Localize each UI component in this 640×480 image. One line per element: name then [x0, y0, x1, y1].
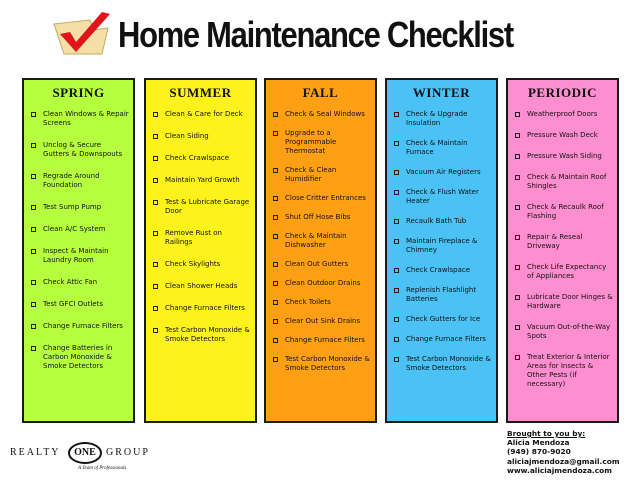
checkbox-square-icon — [515, 355, 520, 360]
checkbox-square-icon — [153, 134, 158, 139]
checklist-item — [391, 110, 492, 128]
checklist-item — [28, 225, 129, 234]
checkbox-square-icon — [31, 302, 36, 307]
checkmark-logo-icon — [50, 10, 112, 56]
checkbox-square-icon — [31, 143, 36, 148]
checkbox-square-icon — [31, 324, 36, 329]
checkbox-square-icon — [31, 227, 36, 232]
checklist-item — [512, 203, 613, 221]
checkbox-square-icon — [394, 219, 399, 224]
checklist-item-label: Check & Clean Humidifier — [285, 166, 337, 183]
checklist-item — [270, 279, 371, 288]
checklist-item-label: Check & Upgrade Insulation — [406, 110, 468, 127]
checklist-item — [512, 233, 613, 251]
logo-tagline: A Team of Professionals — [78, 466, 127, 471]
checkbox-square-icon — [31, 346, 36, 351]
checklist-item-label: Close Critter Entrances — [285, 194, 366, 202]
checkbox-square-icon — [273, 112, 278, 117]
checklist-item — [391, 286, 492, 304]
checkbox-square-icon — [515, 325, 520, 330]
checkbox-square-icon — [394, 268, 399, 273]
checkbox-square-icon — [515, 265, 520, 270]
checkbox-square-icon — [273, 338, 278, 343]
checkbox-square-icon — [273, 262, 278, 267]
checklist-item — [150, 176, 251, 185]
checkbox-square-icon — [153, 178, 158, 183]
checkbox-square-icon — [273, 300, 278, 305]
checkbox-square-icon — [394, 112, 399, 117]
checkbox-square-icon — [515, 205, 520, 210]
checklist-item — [150, 132, 251, 141]
checklist-item-label: Check & Maintain Dishwasher — [285, 232, 347, 249]
checklist-item — [391, 217, 492, 226]
checklist-item — [270, 110, 371, 119]
realty-one-group-logo — [10, 442, 190, 478]
checklist-item — [150, 229, 251, 247]
checklist-item-label: Weatherproof Doors — [527, 110, 598, 118]
checklist-item — [391, 335, 492, 344]
checklist-item — [391, 355, 492, 373]
checkbox-square-icon — [394, 141, 399, 146]
column-spring — [22, 78, 135, 423]
checklist-item-label: Inspect & Maintain Laundry Room — [43, 247, 109, 264]
checklist-item — [391, 237, 492, 255]
checkbox-square-icon — [153, 200, 158, 205]
column-heading-winter: WINTER — [412, 85, 471, 100]
checkbox-square-icon — [273, 234, 278, 239]
checkbox-square-icon — [273, 131, 278, 136]
checklist-item — [512, 131, 613, 140]
checkbox-square-icon — [394, 239, 399, 244]
checklist-item — [270, 194, 371, 203]
checklist-item — [28, 141, 129, 159]
checklist-item — [28, 300, 129, 309]
checkbox-square-icon — [515, 235, 520, 240]
checklist-item-label: Remove Rust on Railings — [165, 229, 222, 246]
checklist-item-label: Check & Maintain Roof Shingles — [527, 173, 607, 190]
checklist-item — [150, 260, 251, 269]
checklist-winter — [391, 110, 492, 373]
checkbox-square-icon — [31, 205, 36, 210]
logo-realty-text: REALTY — [10, 447, 61, 458]
brought-to-you-label: Brought to you by: — [507, 429, 586, 438]
agent-phone: (949) 870-9020 — [507, 447, 571, 457]
contact-block — [507, 429, 637, 475]
checklist-item-label: Test Carbon Monoxide & Smoke Detectors — [406, 355, 491, 372]
checklist-item — [270, 260, 371, 269]
checkbox-square-icon — [515, 154, 520, 159]
checkbox-square-icon — [394, 357, 399, 362]
checklist-summer — [150, 110, 251, 344]
checklist-item — [270, 298, 371, 307]
checkbox-square-icon — [515, 175, 520, 180]
checklist-item-label: Change Furnace Filters — [285, 336, 365, 344]
column-winter — [385, 78, 498, 423]
checklist-item-label: Change Furnace Filters — [165, 304, 245, 312]
checkbox-square-icon — [153, 284, 158, 289]
checkbox-square-icon — [394, 170, 399, 175]
checkbox-square-icon — [394, 337, 399, 342]
checklist-item-label: Shut Off Hose Bibs — [285, 213, 351, 221]
checklist-item-label: Repair & Reseal Driveway — [527, 233, 583, 250]
checklist-item — [391, 315, 492, 324]
checklist-spring — [28, 110, 129, 371]
checklist-item — [150, 326, 251, 344]
checklist-item — [270, 166, 371, 184]
checklist-item — [391, 266, 492, 275]
agent-email: aliciajmendoza@gmail.com — [507, 456, 620, 466]
checklist-item — [28, 322, 129, 331]
checkbox-square-icon — [273, 357, 278, 362]
checklist-item — [512, 110, 613, 119]
checklist-item — [28, 247, 129, 265]
checklist-item — [512, 152, 613, 161]
checklist-item-label: Upgrade to a Programmable Thermostat — [285, 129, 337, 155]
page-title: Home Maintenance Checklist — [118, 14, 513, 55]
checklist-item — [270, 232, 371, 250]
checklist-item-label: Maintain Yard Growth — [165, 176, 240, 184]
checkbox-square-icon — [31, 249, 36, 254]
checklist-item — [391, 139, 492, 157]
checklist-item — [150, 110, 251, 119]
checklist-item — [28, 203, 129, 212]
checklist-item-label: Regrade Around Foundation — [43, 172, 100, 189]
checklist-periodic — [512, 110, 613, 389]
checklist-item-label: Check Attic Fan — [43, 278, 98, 286]
checklist-item-label: Check & Maintain Furnace — [406, 139, 468, 156]
checklist-item-label: Clear Out Sink Drains — [285, 317, 361, 325]
checklist-item-label: Test Carbon Monoxide & Smoke Detectors — [165, 326, 250, 343]
column-periodic — [506, 78, 619, 423]
checklist-item-label: Pressure Wash Siding — [527, 152, 602, 160]
checkbox-square-icon — [153, 328, 158, 333]
checkbox-square-icon — [273, 168, 278, 173]
checkbox-square-icon — [273, 215, 278, 220]
checkbox-square-icon — [273, 281, 278, 286]
checklist-item-label: Unclog & Secure Gutters & Downspouts — [43, 141, 123, 158]
checklist-item-label: Test Carbon Monoxide & Smoke Detectors — [285, 355, 370, 372]
checklist-item-label: Clean & Care for Deck — [165, 110, 243, 118]
checkbox-square-icon — [394, 317, 399, 322]
checklist-item-label: Test Sump Pump — [43, 203, 102, 211]
checklist-item — [391, 188, 492, 206]
checklist-item-label: Change Batteries in Carbon Monoxide & Smoke Detectors — [43, 344, 113, 370]
checklist-item — [28, 172, 129, 190]
checkbox-square-icon — [153, 231, 158, 236]
checklist-item-label: Treat Exterior & Interior Areas for Insects & Other Pests (if necessary) — [527, 353, 610, 388]
checkbox-square-icon — [31, 280, 36, 285]
checklist-item-label: Change Furnace Filters — [406, 335, 486, 343]
checklist-item-label: Clean Shower Heads — [165, 282, 238, 290]
checklist-item — [512, 323, 613, 341]
checkbox-square-icon — [515, 133, 520, 138]
agent-name: Alicia Mendoza — [507, 438, 570, 448]
checklist-item — [270, 317, 371, 326]
checklist-item-label: Check Crawlspace — [165, 154, 230, 162]
checklist-item-label: Vacuum Out-of-the-Way Spots — [527, 323, 611, 340]
checkbox-square-icon — [394, 190, 399, 195]
logo-one-badge: ONE — [68, 442, 102, 464]
checklist-item-label: Check Toilets — [285, 298, 331, 306]
checkbox-square-icon — [31, 112, 36, 117]
checklist-item — [270, 213, 371, 222]
checkbox-square-icon — [273, 319, 278, 324]
column-heading-periodic: PERIODIC — [527, 85, 597, 100]
checkbox-square-icon — [515, 112, 520, 117]
column-heading-fall: FALL — [302, 85, 339, 100]
checkbox-square-icon — [153, 112, 158, 117]
checklist-item — [270, 129, 371, 156]
checklist-item-label: Clean Windows & Repair Screens — [43, 110, 129, 127]
checklist-item-label: Test & Lubricate Garage Door — [165, 198, 250, 215]
column-summer — [144, 78, 257, 423]
checklist-item — [270, 336, 371, 345]
checklist-item — [512, 293, 613, 311]
logo-group-text: GROUP — [106, 447, 150, 458]
checkbox-square-icon — [273, 196, 278, 201]
checklist-fall — [270, 110, 371, 373]
checklist-item-label: Check Life Expectancy of Appliances — [527, 263, 607, 280]
checklist-item-label: Check & Flush Water Heater — [406, 188, 479, 205]
column-heading-spring: SPRING — [52, 85, 105, 100]
checklist-item — [150, 154, 251, 163]
checklist-item — [28, 344, 129, 371]
checklist-item — [150, 198, 251, 216]
checklist-item — [28, 110, 129, 128]
checklist-item-label: Check & Seal Windows — [285, 110, 365, 118]
column-heading-summer: SUMMER — [169, 85, 232, 100]
checklist-item — [270, 355, 371, 373]
checkbox-square-icon — [153, 262, 158, 267]
checklist-item-label: Vacuum Air Registers — [406, 168, 481, 176]
checkbox-square-icon — [153, 156, 158, 161]
checkbox-square-icon — [515, 295, 520, 300]
column-fall — [264, 78, 377, 423]
checklist-item — [150, 282, 251, 291]
checkbox-square-icon — [394, 288, 399, 293]
checklist-item-label: Check & Recaulk Roof Flashing — [527, 203, 604, 220]
checklist-item-label: Replenish Flashlight Batteries — [406, 286, 477, 303]
checklist-item-label: Clean A/C System — [43, 225, 106, 233]
checklist-item — [391, 168, 492, 177]
checklist-item-label: Recaulk Bath Tub — [406, 217, 467, 225]
checklist-item-label: Check Skylights — [165, 260, 221, 268]
checklist-item-label: Check Crawlspace — [406, 266, 471, 274]
checklist-item — [28, 278, 129, 287]
checklist-item-label: Change Furnace Filters — [43, 322, 123, 330]
checklist-item — [512, 353, 613, 389]
agent-website: www.aliciajmendoza.com — [507, 465, 612, 475]
checklist-item — [512, 263, 613, 281]
checklist-item-label: Lubricate Door Hinges & Hardware — [527, 293, 613, 310]
checklist-item — [512, 173, 613, 191]
checklist-item-label: Clean Siding — [165, 132, 209, 140]
checklist-item — [150, 304, 251, 313]
checklist-item-label: Maintain Fireplace & Chimney — [406, 237, 478, 254]
checklist-item-label: Check Gutters for Ice — [406, 315, 481, 323]
checkbox-square-icon — [31, 174, 36, 179]
checklist-item-label: Clean Outdoor Drains — [285, 279, 361, 287]
checklist-item-label: Test GFCI Outlets — [43, 300, 103, 308]
checklist-item-label: Clean Out Gutters — [285, 260, 349, 268]
checkbox-square-icon — [153, 306, 158, 311]
checklist-item-label: Pressure Wash Deck — [527, 131, 598, 139]
